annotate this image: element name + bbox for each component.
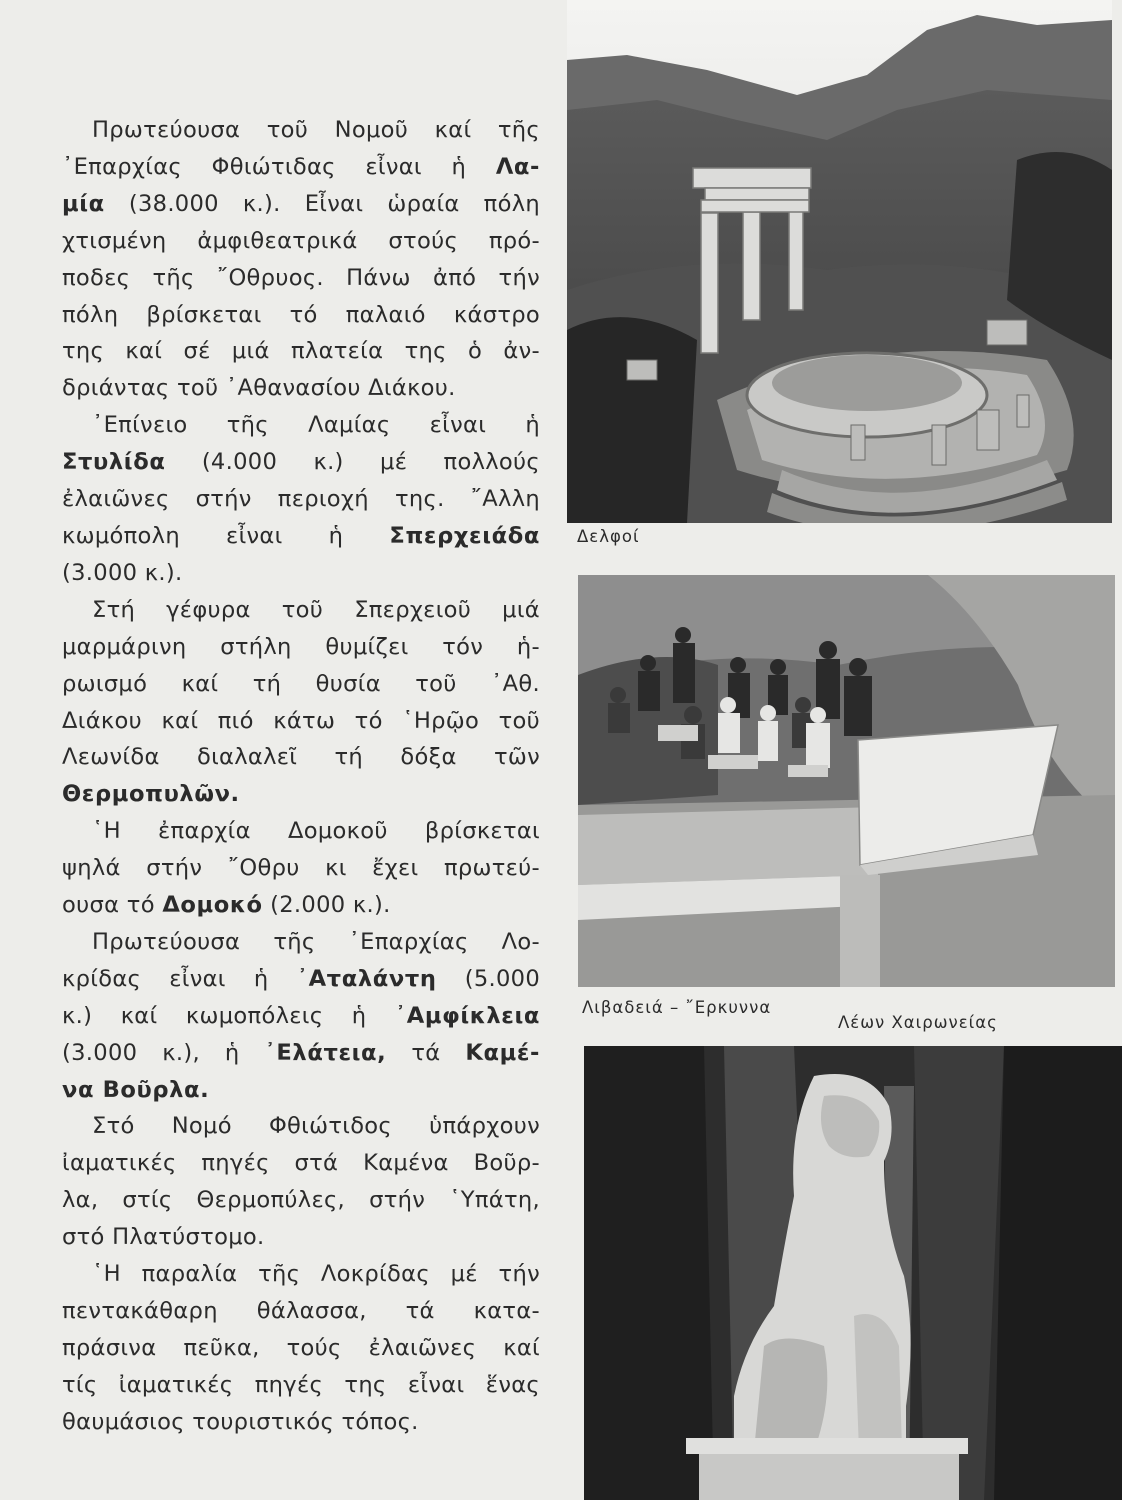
bold-place-name: μία — [62, 190, 105, 217]
paragraph-stylida-line — [62, 555, 540, 592]
paragraph-domokos-line — [62, 887, 540, 924]
bold-place-name: Στυλίδα — [62, 449, 166, 476]
paragraph-lamia-line — [62, 223, 540, 260]
paragraph-lamia-line — [62, 297, 540, 334]
delphi-tholos-photo — [567, 0, 1112, 523]
paragraph-domokos-line — [62, 850, 540, 887]
caption-delphi: Δελφοί — [577, 527, 640, 546]
text-run: Στή γέφυρα τοῦ Σπερχειοῦ μιά — [92, 596, 540, 623]
text-run: ποδες τῆς ῎Οθρυος. Πάνω ἀπό τήν — [62, 264, 540, 291]
text-run: Στό Νομό Φθιώτιδος ὑπάρχουν — [92, 1113, 540, 1140]
paragraph-lamia-line — [62, 370, 540, 407]
text-column — [62, 112, 540, 1441]
paragraph-sperchios-line — [62, 739, 540, 776]
paragraph-coast-line — [62, 1293, 540, 1330]
text-run: στό Πλατύστομο. — [62, 1224, 265, 1251]
bold-place-name: Δομοκό — [162, 892, 263, 919]
bold-place-name: ᾿Αταλάντη — [296, 965, 437, 992]
paragraph-sperchios-line — [62, 776, 540, 813]
paragraph-sperchios-line — [62, 592, 540, 629]
text-run: (38.000 κ.). Εἶναι ὡραία πόλη — [104, 190, 540, 217]
paragraph-lamia-line — [62, 149, 540, 186]
text-run: πράσινα πεῦκα, τούς ἐλαιῶνες καί — [62, 1334, 540, 1361]
text-run: πόλη βρίσκεται τό παλαιό κάστρο — [62, 301, 540, 328]
paragraph-springs-line — [62, 1108, 540, 1145]
text-run: χτισμένη ἀμφιθεατρικά στούς πρό- — [62, 227, 540, 254]
bold-place-name: ᾿Αμφίκλεια — [394, 1002, 540, 1029]
text-run: κ.) καί κωμοπόλεις ἡ — [62, 1002, 395, 1029]
text-run: ἐλαιῶνες στήν περιοχή της. ῎Αλλη — [62, 486, 540, 513]
text-run: Πρωτεύουσα τῆς ᾿Επαρχίας Λο- — [92, 928, 540, 955]
text-run: τίς ἰαματικές πηγές της εἶναι ἕνας — [62, 1371, 540, 1398]
paragraph-lokrida-line — [62, 924, 540, 961]
paragraph-stylida-line — [62, 444, 540, 481]
paragraph-coast-line — [62, 1330, 540, 1367]
paragraph-springs-line — [62, 1219, 540, 1256]
paragraph-lokrida-line — [62, 961, 540, 998]
paragraph-stylida-line — [62, 407, 540, 444]
paragraph-springs-line — [62, 1145, 540, 1182]
text-run: (5.000 — [436, 965, 541, 992]
text-run: δριάντας τοῦ ᾿Αθανασίου Διάκου. — [62, 375, 456, 402]
paragraph-lamia-line — [62, 112, 540, 149]
bold-place-name: να Βοῦρλα. — [62, 1076, 210, 1103]
text-run: Λεωνίδα διαλαλεῖ τή δόξα τῶν — [62, 744, 540, 771]
paragraph-coast-line — [62, 1367, 540, 1404]
paragraph-domokos-line — [62, 813, 540, 850]
paragraph-stylida-line — [62, 481, 540, 518]
text-run: μαρμάρινη στήλη θυμίζει τόν ἡ- — [62, 633, 540, 660]
bold-place-name: Λα- — [495, 153, 540, 180]
text-run: τά — [386, 1039, 466, 1066]
text-run: (4.000 κ.) μέ πολλούς — [165, 449, 540, 476]
paragraph-lokrida-line — [62, 1035, 540, 1072]
text-run: ῾Η παραλία τῆς Λοκρίδας μέ τήν — [92, 1261, 540, 1288]
text-run: ᾿Επίνειο τῆς Λαμίας εἶναι ἡ — [92, 412, 540, 439]
caption-lion-of-chaeronea: Λέων Χαιρωνείας — [838, 1013, 998, 1032]
paragraph-lamia-line — [62, 333, 540, 370]
paragraph-lokrida-line — [62, 998, 540, 1035]
text-run: ῾Η ἐπαρχία Δομοκοῦ βρίσκεται — [92, 818, 540, 845]
text-run: (3.000 κ.). — [62, 559, 183, 586]
paragraph-springs-line — [62, 1182, 540, 1219]
paragraph-stylida-line — [62, 518, 540, 555]
text-run: ψηλά στήν ῎Οθρυ κι ἔχει πρωτεύ- — [62, 855, 540, 882]
lion-of-chaeronea-photo — [584, 1046, 1122, 1500]
paragraph-sperchios-line — [62, 666, 540, 703]
text-run: ρωισμό καί τή θυσία τοῦ ᾿Αθ. — [62, 670, 540, 697]
bold-place-name: ᾿Ελάτεια, — [264, 1039, 387, 1066]
paragraph-sperchios-line — [62, 703, 540, 740]
paragraph-lokrida-line — [62, 1072, 540, 1109]
text-run: κωμόπολη εἶναι ἡ — [62, 522, 390, 549]
caption-livadeia-erkyna: Λιβαδειά – ῎Ερκυννα — [582, 998, 772, 1017]
text-run: (3.000 κ.), ἡ — [62, 1039, 265, 1066]
text-run: λα, στίς Θερμοπύλες, στήν ῾Υπάτη, — [62, 1187, 540, 1214]
paragraph-lamia-line — [62, 186, 540, 223]
text-run: ᾿Επαρχίας Φθιώτιδας εἶναι ἡ — [62, 153, 496, 180]
paragraph-coast-line — [62, 1256, 540, 1293]
bold-place-name: Σπερχειάδα — [389, 522, 540, 549]
paragraph-sperchios-line — [62, 629, 540, 666]
livadeia-erkyna-photo — [578, 575, 1115, 987]
text-run: ἰαματικές πηγές στά Καμένα Βοῦρ- — [62, 1150, 540, 1177]
text-run: Πρωτεύουσα τοῦ Νομοῦ καί τῆς — [92, 117, 540, 143]
text-run: (2.000 κ.). — [262, 892, 391, 919]
bold-place-name: Καμέ- — [465, 1039, 540, 1066]
paragraph-coast-line — [62, 1404, 540, 1441]
text-run: της καί σέ μιά πλατεία της ὁ ἀν- — [62, 338, 540, 365]
text-run: Διάκου καί πιό κάτω τό ῾Ηρῷο τοῦ — [62, 707, 540, 734]
paragraph-lamia-line — [62, 260, 540, 297]
text-run: πεντακάθαρη θάλασσα, τά κατα- — [62, 1298, 540, 1324]
bold-place-name: Θερμοπυλῶν. — [62, 781, 240, 808]
text-run: ουσα τό — [62, 892, 163, 919]
text-run: θαυμάσιος τουριστικός τόπος. — [62, 1408, 419, 1435]
text-run: κρίδας εἶναι ἡ — [62, 965, 297, 992]
